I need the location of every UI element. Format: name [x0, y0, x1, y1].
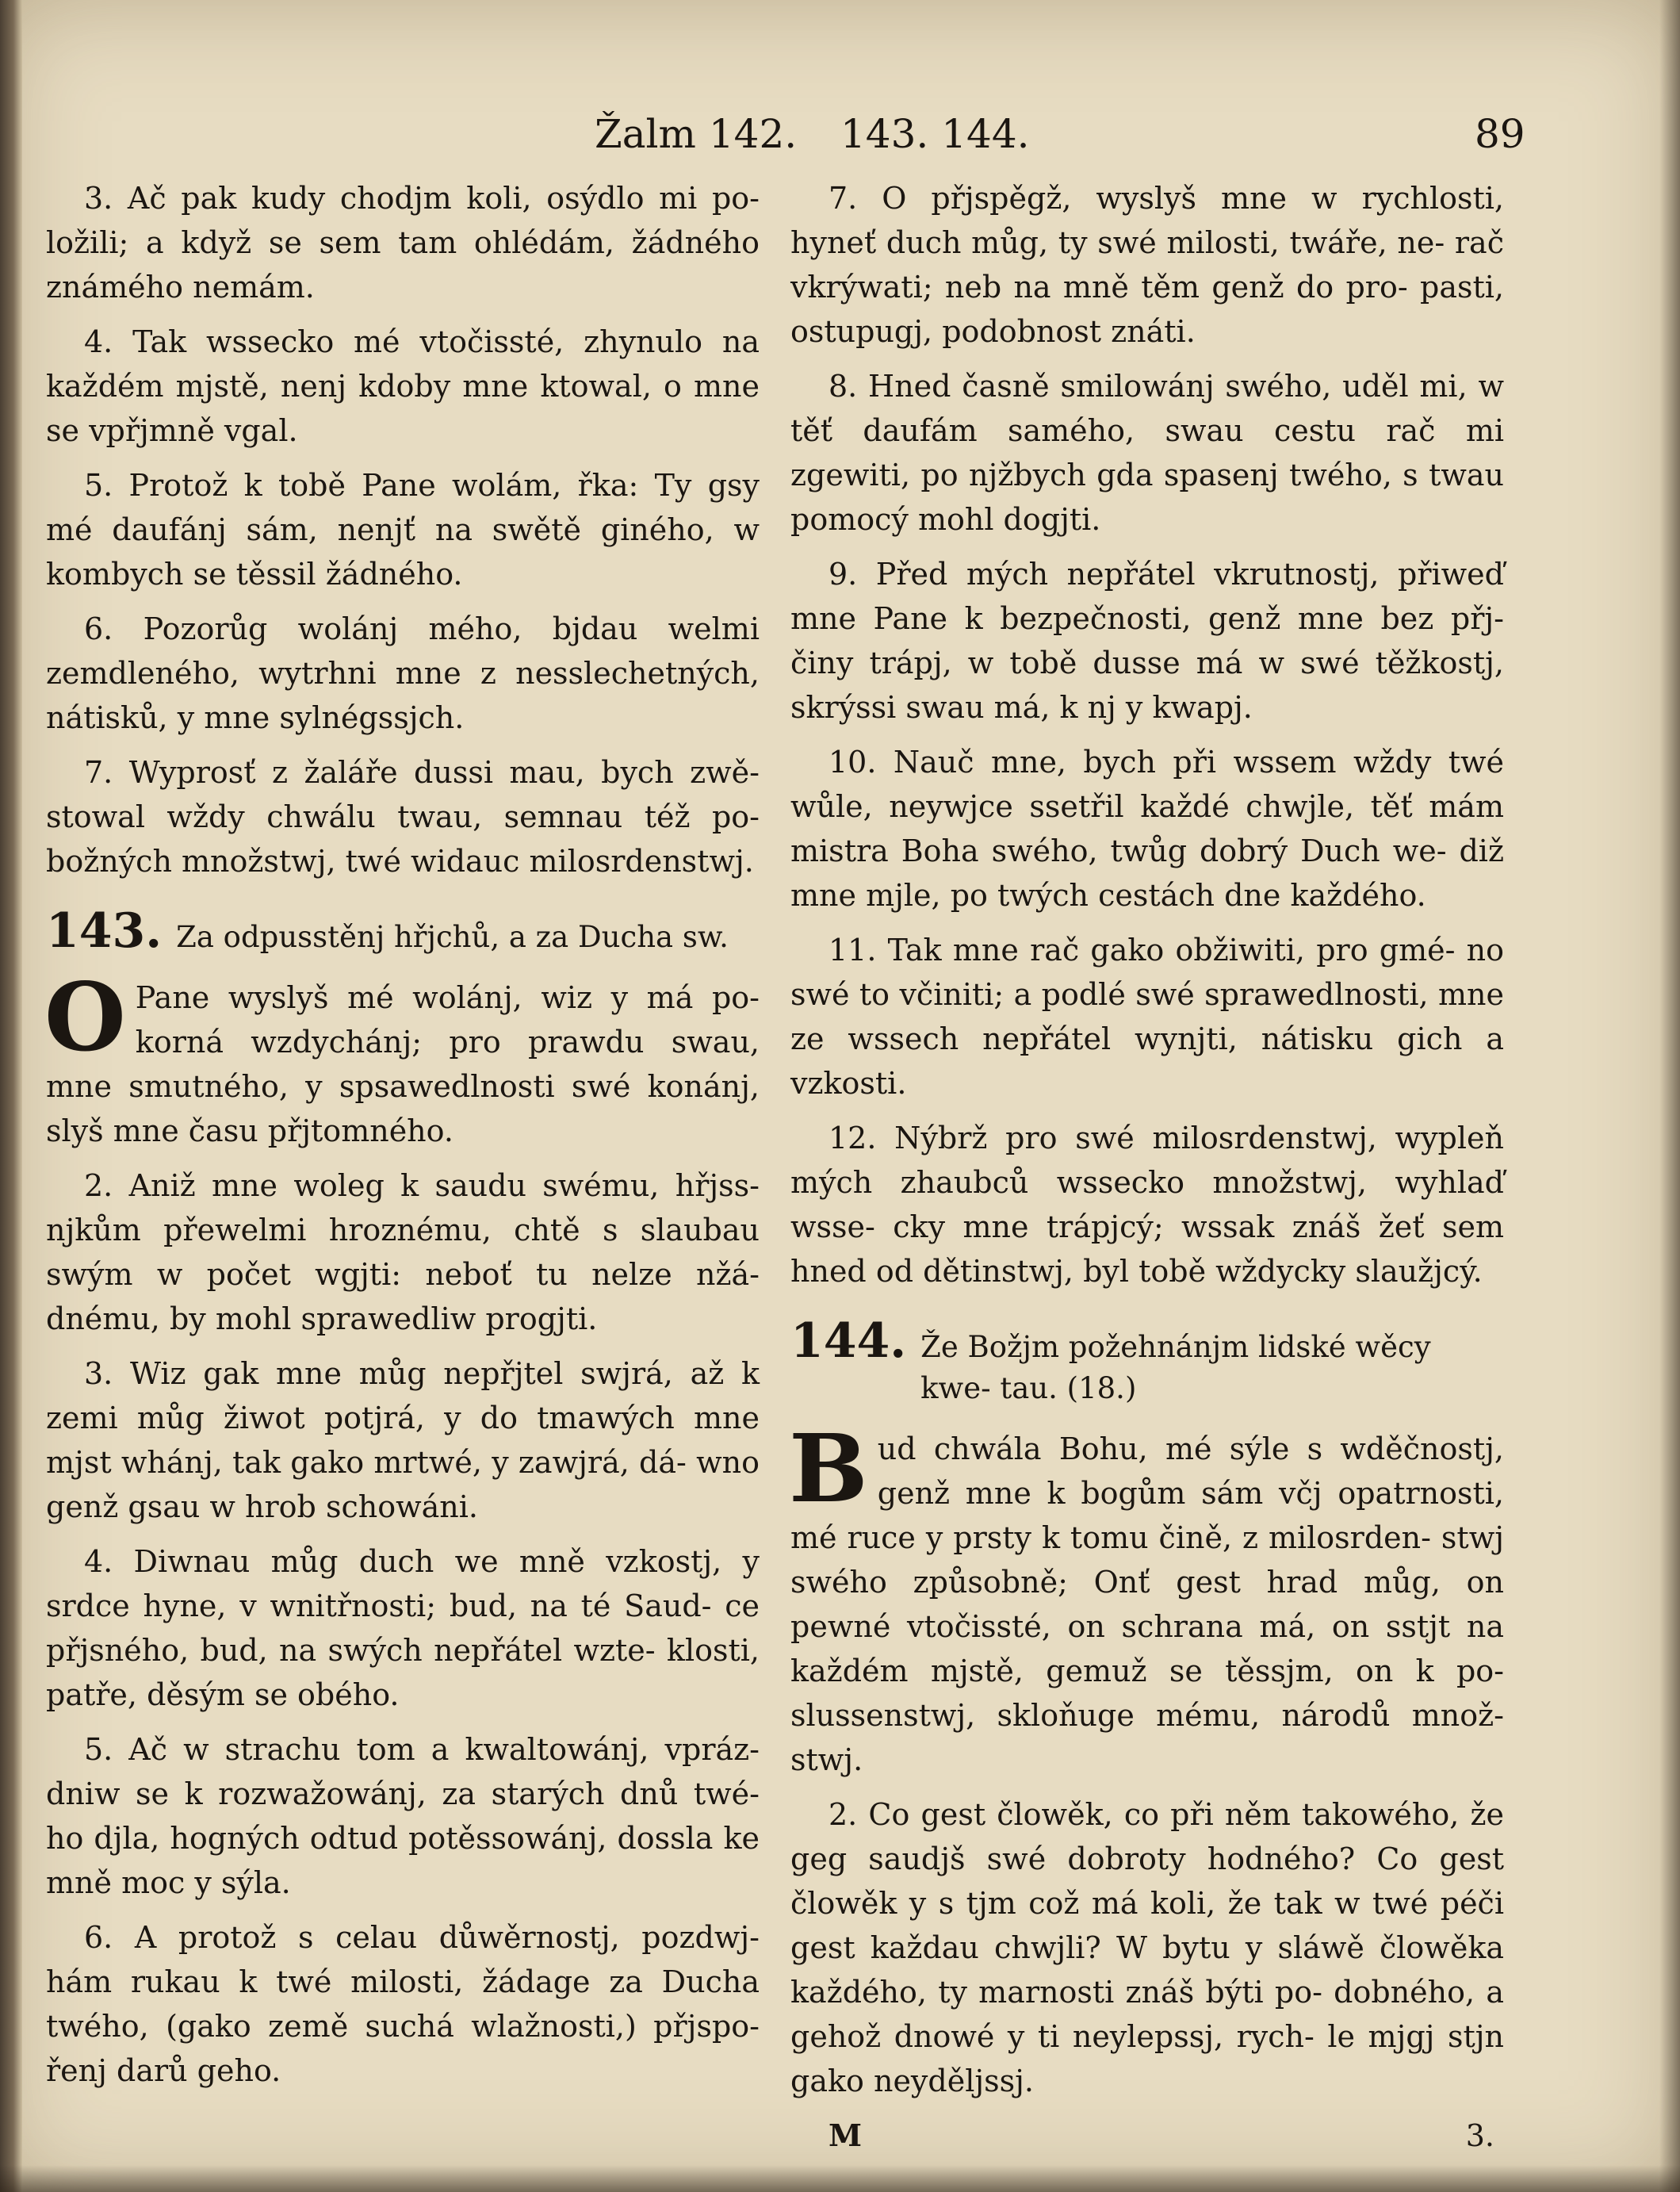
verse: 11. Tak mne rač gako obžiwiti, pro gmé- no swé to včiniti; a podlé swé sprawedlnosti, mne ze wssech nepřátel wynjti, nátisku gich a vzkosti. [790, 933, 1504, 1101]
psalm-144-heading [790, 1313, 1504, 1409]
signature-mark: M [829, 2117, 863, 2153]
verse: 4. Tak wssecko mé vtočissté, zhynulo na každém mjstě, nenj kdoby mne ktowal, o mne se vpřjmně vgal. [46, 324, 760, 448]
dropcap-verse [789, 1413, 1504, 1782]
verse: 10. Nauč mne, bych při wssem wždy twé wůle, neywjce ssetřil každé chwjle, těť mám mistra Boha swého, twůg dobrý Duch we- diž mne mjle, po twých cestách dne každého. [790, 745, 1504, 913]
verse: 3. Wiz gak mne můg nepřjtel swjrá, až k zemi můg žiwot potjrá, y do tmawých mne mjst whánj, tak gako mrtwé, y zawjrá, dá- wno genž gsau w hrob schowáni. [46, 1356, 760, 1524]
verse: 4. Diwnau můg duch we mně vzkostj, y srdce hyne, v wnitřnosti; bud, na té Saud- ce přjsného, bud, na swých nepřátel wzte- klosti, patře, děsým se obého. [46, 1544, 760, 1712]
verse: 3. Ač pak kudy chodjm koli, osýdlo mi po- ložili; a když se sem tam ohlédám, žádného známého nemám. [46, 181, 760, 305]
right-column [790, 176, 1504, 2158]
dropcap-verse [44, 962, 760, 1153]
verse-text: Pane wyslyš mé wolánj, wiz y má po- korná wzdychánj; pro prawdu swau, mne smutného, y spsawedlnosti swé konánj, slyš mne času přjtomného. [46, 980, 760, 1148]
psalm-title: Za odpusstěnj hřjchů, a za Ducha sw. [176, 920, 729, 954]
verse: 7. Wyprosť z žaláře dussi mau, bych zwě- stowal wždy chwálu twau, semnau též po- božných množstwj, twé widauc milosrdenstwj. [46, 755, 760, 879]
page-edge-shadow [1659, 0, 1680, 2192]
verse-text: ud chwála Bohu, mé sýle s wděčnostj, genž mne k bogům sám včj opatrnosti, mé ruce y prsty k tomu čině, z milosrden- stwj swého způsobně; Onť gest hrad můg, on pewné vtočissté, on schrana má, on sstjt na každém mjstě, gemuž se těssjm, on k po- slussenstwj, skloňuge mému, národů množ- stwj. [790, 1431, 1504, 1777]
psalm-number: 143. [46, 903, 163, 959]
verse: 5. Protož k tobě Pane wolám, řka: Ty gsy mé daufánj sám, nenjť na swětě giného, w kombych se těssil žádného. [46, 468, 760, 592]
verse: 6. A protož s celau důwěrnostj, pozdwj- hám rukau k twé milosti, žádage za Ducha twého, (gako země suchá wlažnosti,) přjspo- řenj darů geho. [46, 1920, 760, 2088]
verse: 2. Aniž mne woleg k saudu swému, hřjss- njkům přewelmi hroznému, chtě s slaubau swým w počet wgjti: neboť tu nelze nžá- dnému, by mohl sprawedliw progjti. [46, 1168, 760, 1336]
page-number: 89 [1475, 111, 1525, 157]
verse: 6. Pozorůg wolánj mého, bjdau welmi zemdleného, wytrhni mne z nesslechetných, nátisků, y mne sylnégssjch. [46, 611, 760, 735]
verse: 7. O přjspěgž, wyslyš mne w rychlosti, hyneť duch můg, ty swé milosti, twáře, ne- rač vkrýwati; neb na mně těm genž do pro- pasti, ostupugj, podobnost znáti. [790, 181, 1504, 349]
verse: 5. Ač w strachu tom a kwaltowánj, vpráz- dniw se k rozwažowánj, za starých dnů twé- ho djla, hogných odtud potěssowánj, dossla ke mně moc y sýla. [46, 1732, 760, 1900]
verse: 2. Co gest člowěk, co při něm takowého, že geg saudjš swé dobroty hodného? Co gest člowěk y s tjm což má koli, že tak w twé péči gest každau chwjli? W bytu y sláwě člowěka každého, ty marnosti znáš býti po- dobného, a gehož dnowé y ti neylepssj, rych- le mjgj stjn gako neyděljssj. [790, 1797, 1504, 2098]
catchword: 3. [1465, 2118, 1494, 2153]
left-column [46, 176, 760, 2103]
verse: 8. Hned časně smilowánj swého, uděl mi, w těť daufám samého, swau cestu rač mi zgewiti, po njžbych gda spasenj twého, s twau pomocý mohl dogjti. [790, 369, 1504, 537]
page-footer [790, 2113, 1504, 2158]
running-title-continued: 143. 144. [840, 111, 1030, 157]
drop-cap-initial: O [44, 962, 126, 1072]
verse: 9. Před mých nepřátel vkrutnostj, přiweď mne Pane k bezpečnosti, genž mne bez přj- činy trápj, w tobě dusse má w swé těžkostj, skrýssi swau má, k nj y kwapj. [790, 557, 1504, 725]
psalm-143-heading [46, 903, 760, 959]
verse: 12. Nýbrž pro swé milosrdenstwj, wypleň mých zhaubců wssecko množstwj, wyhlaď wsse- cky mne trápjcý; wssak znáš žeť sem hned od dětinstwj, byl tobě wždycky slaužjcý. [790, 1121, 1504, 1289]
book-spine [0, 0, 22, 2192]
drop-cap-initial: B [789, 1413, 868, 1523]
running-title: Žalm 142. [595, 111, 798, 157]
page-bottom-shadow [0, 2165, 1680, 2192]
psalm-number: 144. [790, 1313, 907, 1369]
psalm-title: Že Božjm požehnánjm lidské wěcy kwe- tau. (18.) [920, 1330, 1431, 1405]
